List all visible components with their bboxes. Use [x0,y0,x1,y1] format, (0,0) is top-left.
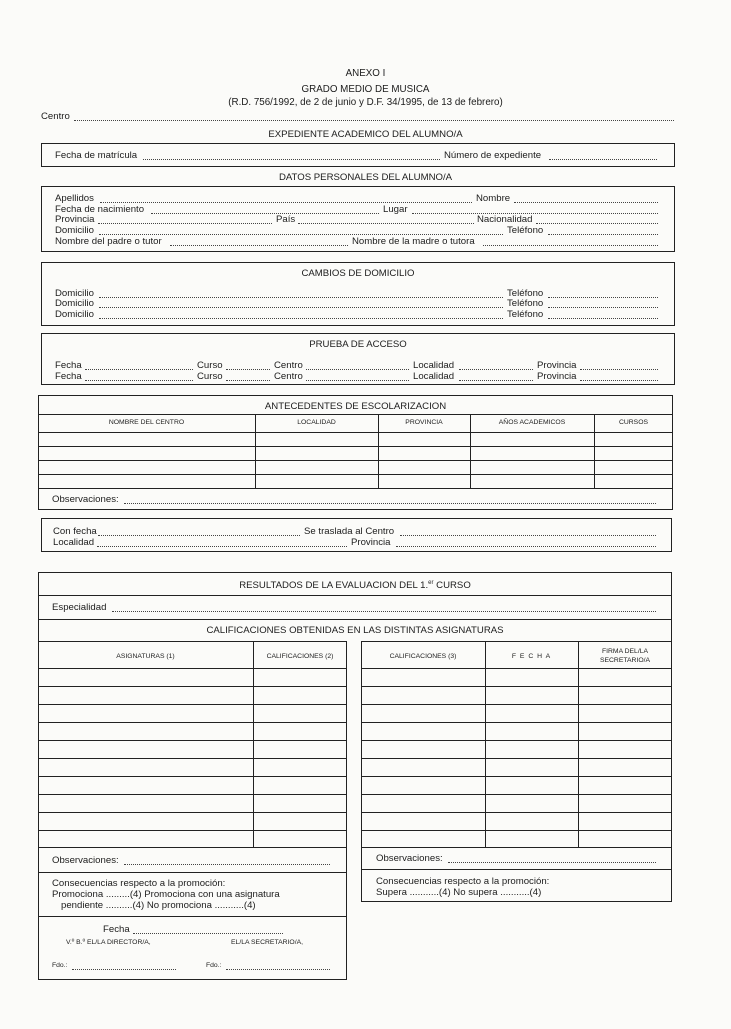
fdo-director-field[interactable] [72,969,176,970]
table-divider [38,619,672,620]
table-row-line [361,830,672,831]
table-row-line [361,758,672,759]
table-row-line [38,704,347,705]
prueba-provincia-field[interactable] [580,369,658,370]
cambio-telefono-field[interactable] [548,318,658,319]
table-divider [38,979,347,980]
prueba-localidad-label: Localidad [413,360,455,371]
datos-personales-title: DATOS PERSONALES DEL ALUMNO/A [278,172,453,183]
prueba-fecha-field[interactable] [85,369,193,370]
table-divider [361,869,672,870]
table-row-line [38,668,347,669]
nacionalidad-label: Nacionalidad [477,214,533,225]
fdo-secretario-field[interactable] [226,969,330,970]
cambio-telefono-label: Teléfono [507,298,544,309]
lugar-field[interactable] [412,213,658,214]
apellidos-field[interactable] [100,202,472,203]
table-divider [38,848,39,980]
cambio-telefono-field[interactable] [548,307,658,308]
domicilio-label: Domicilio [55,225,94,236]
right-observaciones-field[interactable] [448,862,656,863]
right-consecuencias-label: Consecuencias respecto a la promoción: [376,876,550,887]
prueba-curso-field[interactable] [226,369,270,370]
table-divider [361,848,362,902]
con-fecha-field[interactable] [98,535,300,536]
cambio-telefono-label: Teléfono [507,309,544,320]
numero-expediente-field[interactable] [549,159,657,160]
left-consecuencias-label: Consecuencias respecto a la promoción: [52,878,226,889]
especialidad-field[interactable] [112,611,656,612]
table-row-line [38,794,347,795]
domicilio-field[interactable] [99,234,503,235]
provincia-field[interactable] [98,223,272,224]
column-header-asignaturas: ASIGNATURAS (1) [116,653,175,660]
prueba-provincia-field[interactable] [580,380,658,381]
column-header-centro: NOMBRE DEL CENTRO [108,419,185,426]
cambio-domicilio-field[interactable] [99,297,503,298]
left-observaciones-label: Observaciones: [52,855,119,866]
nombre-padre-field[interactable] [170,245,348,246]
prueba-fecha-field[interactable] [85,380,193,381]
column-header-anos: AÑOS ACADEMICOS [498,419,566,426]
prueba-centro-label: Centro [274,371,303,382]
centro-field[interactable] [74,120,674,121]
telefono-field[interactable] [548,234,658,235]
table-divider [38,460,673,461]
table-divider [38,414,673,415]
vb-director-label: V.º B.º EL/LA DIRECTOR/A, [66,939,151,946]
provincia-label: Provincia [55,214,95,225]
table-row-line [361,776,672,777]
left-observaciones-field[interactable] [124,864,330,865]
table-row-line [361,794,672,795]
prueba-centro-field[interactable] [306,380,409,381]
fdo-secretario-label: Fdo.: [206,962,222,969]
fecha-matricula-field[interactable] [143,159,440,160]
table-row-line [361,686,672,687]
prueba-localidad-field[interactable] [459,380,533,381]
annex-title: ANEXO I [345,68,386,79]
table-row-line [361,740,672,741]
expediente-title: EXPEDIENTE ACADEMICO DEL ALUMNO/A [268,129,463,140]
table-divider [38,474,673,475]
table-divider [485,641,486,848]
table-row-line [38,740,347,741]
resultados-title: RESULTADOS DE LA EVALUACION DEL 1.$^{er}$ CURSO [239,580,471,592]
table-row-line [38,758,347,759]
table-divider [671,848,672,902]
table-divider [38,446,673,447]
pais-label: País [276,214,296,225]
traslado-localidad-field[interactable] [97,546,347,547]
document-title: GRADO MEDIO DE MUSICA [301,84,430,95]
table-row-line [361,668,672,669]
lugar-label: Lugar [383,204,408,215]
column-header-firma-line1: FIRMA DEL/LA [601,648,649,655]
table-divider [38,916,347,917]
prueba-localidad-field[interactable] [459,369,533,370]
nacionalidad-field[interactable] [536,223,658,224]
table-row-line [38,812,347,813]
se-traslada-field[interactable] [400,535,656,536]
cambio-domicilio-label: Domicilio [55,298,94,309]
cambio-telefono-field[interactable] [548,297,658,298]
column-header-firma-line2: SECRETARIO/A [599,657,651,664]
numero-expediente-label: Número de expediente [444,150,542,161]
cambio-domicilio-label: Domicilio [55,288,94,299]
antecedentes-box [38,395,673,510]
prueba-centro-field[interactable] [306,369,409,370]
left-promocion-line1: Promociona .........(4) Promociona con una asignatura [52,889,280,900]
table-divider [346,848,347,980]
prueba-provincia-label: Provincia [537,371,577,382]
column-header-cursos: CURSOS [618,419,649,426]
nombre-padre-label: Nombre del padre o tutor [55,236,162,247]
se-traslada-label: Se traslada al Centro [304,526,395,537]
prueba-curso-label: Curso [197,360,223,371]
decree-reference: (R.D. 756/1992, de 2 de junio y D.F. 34/1995, de 13 de febrero) [228,97,503,108]
prueba-localidad-label: Localidad [413,371,455,382]
cambio-domicilio-field[interactable] [99,307,503,308]
prueba-fecha-label: Fecha [55,360,82,371]
column-header-fecha: F E C H A [511,653,552,660]
firma-fecha-field[interactable] [133,933,283,934]
fecha-nacimiento-label: Fecha de nacimiento [55,204,145,215]
table-row-line [38,722,347,723]
table-row-line [361,812,672,813]
telefono-label: Teléfono [507,225,544,236]
traslado-provincia-label: Provincia [351,537,391,548]
antecedentes-observaciones-label: Observaciones: [52,494,119,505]
column-header-localidad: LOCALIDAD [297,419,336,426]
nombre-label: Nombre [476,193,511,204]
antecedentes-observaciones-field[interactable] [124,503,656,504]
pais-field[interactable] [298,223,474,224]
nombre-madre-field[interactable] [483,245,658,246]
table-divider [38,872,347,873]
right-promocion-line1: Supera ...........(4) No supera ...........(4) [376,887,542,898]
prueba-centro-label: Centro [274,360,303,371]
cambios-domicilio-title: CAMBIOS DE DOMICILIO [301,268,415,279]
traslado-provincia-field[interactable] [396,546,656,547]
cambio-domicilio-label: Domicilio [55,309,94,320]
calificaciones-table [361,641,672,848]
table-divider [361,901,672,902]
column-header-provincia: PROVINCIA [405,419,443,426]
table-row-line [38,776,347,777]
left-promocion-line2: pendiente ..........(4) No promociona ...........(4) [61,900,256,911]
asignaturas-table [38,641,347,848]
prueba-curso-field[interactable] [226,380,270,381]
centro-label: Centro [41,111,70,122]
con-fecha-label: Con fecha [53,526,97,537]
cambio-domicilio-field[interactable] [99,318,503,319]
table-row-line [361,722,672,723]
traslado-localidad-label: Localidad [53,537,95,548]
right-observaciones-label: Observaciones: [376,853,443,864]
fdo-director-label: Fdo.: [52,962,68,969]
cambio-telefono-label: Teléfono [507,288,544,299]
especialidad-label: Especialidad [52,602,107,613]
nombre-field[interactable] [514,202,658,203]
prueba-provincia-label: Provincia [537,360,577,371]
table-divider [38,432,673,433]
antecedentes-title: ANTECEDENTES DE ESCOLARIZACION [264,401,447,412]
table-row-line [361,704,672,705]
table-row-line [38,830,347,831]
fecha-matricula-label: Fecha de matrícula [55,150,138,161]
table-divider [38,488,673,489]
prueba-acceso-title: PRUEBA DE ACCESO [309,339,407,350]
firma-fecha-label: Fecha [103,924,130,935]
apellidos-label: Apellidos [55,193,94,204]
secretario-label: EL/LA SECRETARIO/A, [231,939,304,946]
prueba-fecha-label: Fecha [55,371,82,382]
column-header-calificaciones-2: CALIFICACIONES (2) [266,653,334,660]
fecha-nacimiento-field[interactable] [151,213,379,214]
prueba-curso-label: Curso [197,371,223,382]
table-divider [253,641,254,848]
calificaciones-title: CALIFICACIONES OBTENIDAS EN LAS DISTINTAS ASIGNATURAS [206,625,504,636]
table-divider [578,641,579,848]
nombre-madre-label: Nombre de la madre o tutora [352,236,475,247]
table-row-line [38,686,347,687]
column-header-calificaciones-3: CALIFICACIONES (3) [389,653,457,660]
